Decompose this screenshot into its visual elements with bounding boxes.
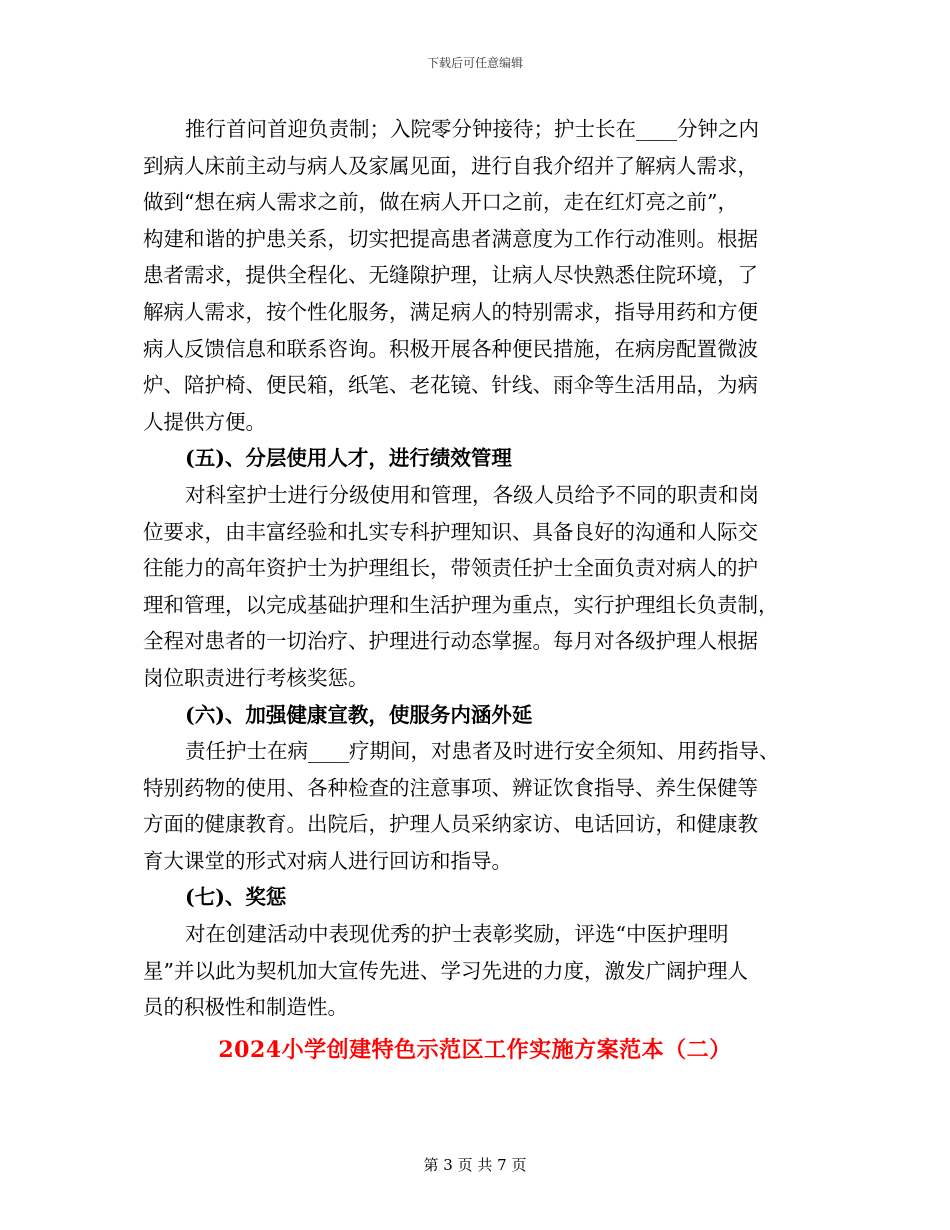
paragraph-line: 星”并以此为契机加大宣传先进、学习先进的力度，激发广阔护理人 xyxy=(143,958,748,983)
paragraph-line: 责任护士在病____疗期间，对患者及时进行安全须知、用药指导、 xyxy=(185,739,780,764)
paragraph-line: 育大课堂的形式对病人进行回访和指导。 xyxy=(143,848,512,873)
document-title: 2024小学创建特色示范区工作实施方案范本（二） xyxy=(218,1037,732,1063)
paragraph-line: 员的积极性和制造性。 xyxy=(143,995,348,1020)
paragraph-line: 解病人需求，按个性化服务，满足病人的特别需求，指导用药和方便 xyxy=(143,299,758,324)
paragraph-line: 做到“想在病人需求之前，做在病人开口之前，走在红灯亮之前”， xyxy=(143,190,738,215)
page-header: 下载后可任意编辑 xyxy=(426,56,523,70)
paragraph-line: 岗位职责进行考核奖惩。 xyxy=(143,665,369,690)
page-footer: 第 3 页 共 7 页 xyxy=(423,1156,527,1174)
section-heading-6: (六)、加强健康宣教，使服务内涵外延 xyxy=(185,702,533,727)
section-heading-5: (五)、分层使用人才，进行绩效管理 xyxy=(185,446,512,471)
paragraph-line: 特别药物的使用、各种检查的注意事项、辨证饮食指导、养生保健等 xyxy=(143,775,758,800)
paragraph-line: 推行首问首迎负责制；入院零分钟接待；护士长在____分钟之内 xyxy=(185,117,759,141)
section-heading-7: (七)、奖惩 xyxy=(185,885,287,910)
paragraph-line: 病人反馈信息和联系咨询。积极开展各种便民措施，在病房配置微波 xyxy=(143,336,758,361)
paragraph-line: 炉、陪护椅、便民箱，纸笔、老花镜、针线、雨伞等生活用品，为病 xyxy=(143,373,758,398)
paragraph-line: 位要求，由丰富经验和扎实专科护理知识、具备良好的沟通和人际交 xyxy=(143,519,758,544)
paragraph-line: 到病人床前主动与病人及家属见面，进行自我介绍并了解病人需求， xyxy=(143,153,758,178)
paragraph-line: 对在创建活动中表现优秀的护士表彰奖励，评选“中医护理明 xyxy=(185,922,729,947)
document-body xyxy=(143,111,808,1026)
paragraph-line: 理和管理，以完成基础护理和生活护理为重点，实行护理组长负责制， xyxy=(143,592,779,617)
paragraph-line: 对科室护士进行分级使用和管理，各级人员给予不同的职责和岗 xyxy=(185,482,759,507)
paragraph-line: 往能力的高年资护士为护理组长，带领责任护士全面负责对病人的护 xyxy=(143,556,758,581)
paragraph-line: 人提供方便。 xyxy=(143,409,266,434)
paragraph-line: 全程对患者的一切治疗、护理进行动态掌握。每月对各级护理人根据 xyxy=(143,629,758,654)
paragraph-line: 患者需求，提供全程化、无缝隙护理，让病人尽快熟悉住院环境，了 xyxy=(143,263,758,288)
paragraph-line: 方面的健康教育。出院后，护理人员采纳家访、电话回访，和健康教 xyxy=(143,812,758,837)
paragraph-line: 构建和谐的护患关系，切实把提高患者满意度为工作行动准则。根据 xyxy=(143,226,758,251)
